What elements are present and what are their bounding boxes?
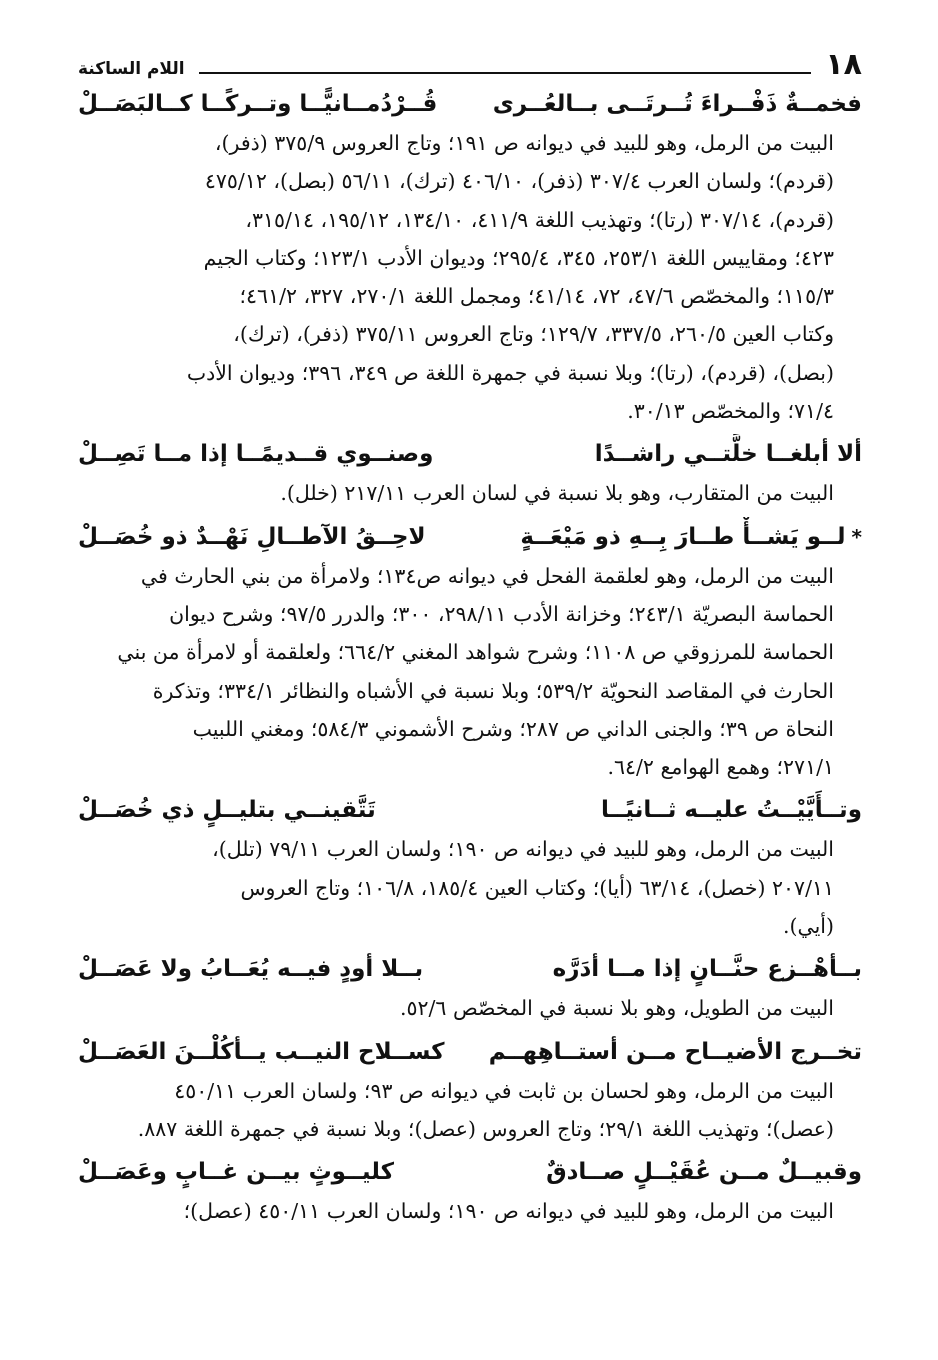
second-hemistich: قُــرْدُمــانيًّــا وتــركًــا كــالبَصَــلْ [78, 91, 438, 117]
verse-entry [78, 517, 862, 787]
commentary-line: البيت من الرمل، وهو لعلقمة الفحل في ديوانه ص١٣٤؛ ولامرأة من بني الحارث في [140, 563, 834, 588]
commentary-line: (عصل)؛ وتهذيب اللغة ٢٩/١؛ وتاج العروس (عصل)؛ وبلا نسبة في جمهرة اللغة ٨٨٧. [137, 1116, 834, 1141]
verse-marker: * [851, 524, 862, 549]
commentary-line: ٤٢٣؛ ومقاييس اللغة ٢٥٣/١، ٣٤٥، ٢٩٥/٤؛ وديوان الأدب ١٢٣/١؛ وكتاب الجيم [203, 245, 834, 270]
verse-entries [78, 84, 862, 1231]
first-hemistich [601, 790, 862, 830]
commentary-line: الحارث في المقاصد النحويّة ٥٣٩/٢؛ وبلا نسبة في الأشباه والنظائر ٣٣٤/١؛ وتذكرة [152, 678, 834, 703]
commentary-line: النحاة ص ٣٩؛ والجنى الداني ص ٢٨٧؛ وشرح الأشموني ٥٨٤/٣؛ ومغني اللبيب [192, 716, 834, 741]
second-hemistich: كســلاح النيــب يــأكُلْــنَ العَصَــلْ [78, 1038, 445, 1065]
commentary-line: (أيي). [783, 914, 834, 939]
commentary-line: وكتاب العين ٢٦٠/٥، ٣٣٧/٥، ١٢٩/٧؛ وتاج العروس ٣٧٥/١١ (ذفر)، (ترك)، [233, 322, 834, 347]
commentary-line: البيت من الرمل، وهو للبيد في ديوانه ص ١٩٠؛ ولسان العرب ٤٥٠/١١ (عصل)؛ [183, 1199, 834, 1224]
first-hemistich [595, 434, 862, 474]
first-hemistich-text: تخــرج الأضيــاح مــن أستــاهِهــم [488, 1038, 862, 1065]
commentary-line: الحماسة البصريّة ٢٤٣/١؛ وخزانة الأدب ٢٩٨/١١، ٣٠٠؛ والدرر ٩٧/٥؛ وشرح ديوان [169, 601, 834, 626]
commentary-line: البيت من المتقارب، وهو بلا نسبة في لسان العرب ٢١٧/١١ (خلل). [280, 481, 834, 506]
first-hemistich [493, 84, 862, 124]
commentary-line: الحماسة للمرزوقي ص ١١٠٨؛ وشرح شواهد المغني ٦٦٤/٢؛ ولعلقمة أو لامرأة من بني [117, 640, 834, 665]
commentary-line: (قردم)؛ ولسان العرب ٣٠٧/٤ (ذفر)، ٤٠٦/١٠ (ترك)، ٥٦/١١ (بصل)، ٤٧٥/١٢ [204, 169, 834, 194]
commentary-line: ١١٥/٣؛ والمخصّص ٤٧/٦، ٧٢، ٤١/١٤؛ ومجمل اللغة ٢٧٠/١، ٣٢٧، ٤٦١/٢؛ [239, 284, 834, 309]
first-hemistich [553, 949, 862, 989]
commentary-line: ٢٠٧/١١ (خصل)، ٦٣/١٤ (أيا)؛ وكتاب العين ١٨٥/٤، ١٠٦/٨؛ وتاج العروس [240, 875, 834, 900]
verse-entry [78, 84, 862, 430]
first-hemistich [489, 1032, 862, 1072]
second-hemistich: تَتَّقينــي بتليــلٍ ذي خُصَــلْ [78, 797, 376, 824]
first-hemistich-text: فخمــةٌ ذَفْــراءَ تُــرتَــى بــالعُــرى [492, 91, 862, 117]
first-hemistich [520, 517, 862, 557]
first-hemistich-text: وقبيــلٌ مــن عُقَيْــلٍ صــادقٌ [546, 1159, 862, 1186]
verse-entry [78, 949, 862, 1027]
page-number: ١٨ [825, 47, 862, 82]
verse-entry [78, 790, 862, 945]
verse-line [78, 1152, 862, 1192]
first-hemistich [546, 1152, 862, 1192]
commentary-line: البيت من الرمل، وهو للبيد في ديوانه ص ١٩١؛ وتاج العروس ٣٧٥/٩ (ذفر)، [214, 131, 834, 155]
verse-entry [78, 1152, 862, 1230]
verse-line [78, 790, 862, 830]
second-hemistich: بــلا أودٍ فيــه يُعَــابُ ولا عَصَــلْ [78, 956, 424, 983]
first-hemistich-text: لــو يَشــأْ طــارَ بِــهِ ذو مَيْعَــةٍ [520, 523, 846, 550]
verse-line [78, 434, 862, 474]
header-rule [199, 72, 812, 74]
commentary-line: (بصل)، (قردم)، (رتا)؛ وبلا نسبة في جمهرة اللغة ص ٣٤٩، ٣٩٦؛ وديوان الأدب [186, 360, 834, 385]
first-hemistich-text: ألا أبلغــا خلَّتــي راشــدًا [594, 441, 862, 468]
verse-line [78, 949, 862, 989]
commentary-line: البيت من الرمل، وهو للبيد في ديوانه ص ١٩٠؛ ولسان العرب ٧٩/١١ (تلل)، [212, 837, 834, 862]
verse-entry [78, 434, 862, 512]
commentary-line: (قردم)، ٣٠٧/١٤ (رتا)؛ وتهذيب اللغة ٤١١/٩، ١٣٤/١٠، ١٩٥/١٢، ٣١٥/١٤، [245, 207, 834, 232]
chapter-title: اللام الساكنة [78, 59, 185, 79]
verse-line [78, 84, 862, 124]
second-hemistich: وصنــوي قــديمًــا إذا مــا تَصِــلْ [78, 441, 434, 468]
verse-line [78, 1032, 862, 1072]
commentary-line: ٧١/٤؛ والمخصّص ٣٠/١٣. [627, 399, 834, 424]
page-header [78, 44, 862, 80]
commentary-line: البيت من الطويل، وهو بلا نسبة في المخصّص ٥٢/٦. [399, 996, 834, 1021]
commentary-line: ٢٧١/١؛ وهمع الهوامع ٦٤/٢. [607, 755, 834, 780]
verse-entry [78, 1032, 862, 1149]
commentary-line: البيت من الرمل، وهو لحسان بن ثابت في ديوانه ص ٩٣؛ ولسان العرب ٤٥٠/١١ [174, 1078, 834, 1103]
first-hemistich-text: بــأهْــزع حنَّــانٍ إذا مــا أدَرَّه [552, 956, 862, 983]
second-hemistich: لاحِــقُ الآطــالِ نَهْــدٌ ذو خُصَــلْ [78, 523, 426, 550]
first-hemistich-text: وتــأَيَّيْــتُ عليــه ثــانيًــا [601, 797, 862, 824]
verse-line [78, 517, 862, 557]
second-hemistich: كليــوثٍ بيــن غــابٍ وعَصَــلْ [78, 1159, 394, 1186]
